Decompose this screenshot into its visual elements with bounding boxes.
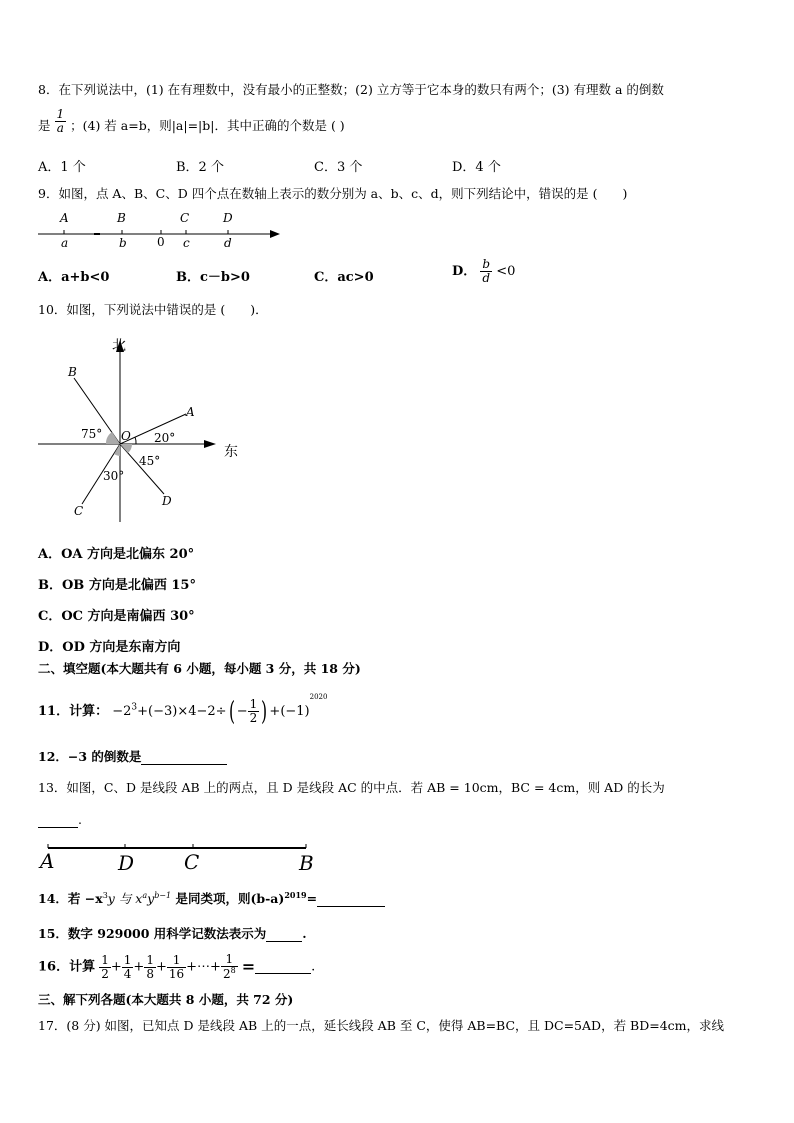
q16-prefix: 16．计算 xyxy=(38,959,96,975)
q14-prefix: 14．若 −x xyxy=(38,891,103,907)
q16-plus-1: + xyxy=(110,959,122,975)
q16-frac-2 xyxy=(122,954,134,981)
q8-line2-suffix: ；(4) 若 a=b，则|a|=|b|．其中正确的个数是 ( ) xyxy=(70,118,345,134)
q15 xyxy=(38,928,307,942)
q9-value-c: c xyxy=(183,236,190,247)
q16-equals: = xyxy=(241,957,256,977)
q16-frac-last-den xyxy=(221,967,238,981)
q14 xyxy=(38,891,385,907)
q10-option-b: B．OB 方向是北偏西 15° xyxy=(38,578,196,593)
q16-frac-last-exp: 8 xyxy=(230,966,236,976)
q9-optd-tail: <0 xyxy=(496,264,516,280)
q9-axis-arrow xyxy=(270,230,280,238)
q8-fraction xyxy=(55,108,67,135)
q8-frac-den: a xyxy=(56,121,64,136)
q14-mid1: y 与 x xyxy=(107,891,143,907)
q13-label-C: C xyxy=(184,850,200,874)
q16-dots: +⋯+ xyxy=(186,959,221,975)
q11-exp3: 3 xyxy=(131,702,138,713)
q9-option-d-label: D． xyxy=(452,264,477,280)
q10-label-B: B xyxy=(68,365,77,379)
q10-east-arrow xyxy=(204,440,216,448)
q8-line2 xyxy=(38,107,345,136)
q13-label-A: A xyxy=(40,849,55,873)
q10-angle-30 xyxy=(114,444,120,456)
q10-option-a: A．OA 方向是北偏东 20° xyxy=(38,547,195,562)
q16-frac-last-num: 1 xyxy=(221,953,238,967)
q11-frac-den: 2 xyxy=(249,711,258,725)
q10-label-O: O xyxy=(121,429,131,443)
q10-label-30: 30° xyxy=(103,469,125,483)
q10-option-d: D．OD 方向是东南方向 xyxy=(38,640,181,655)
q15-period: . xyxy=(302,926,307,941)
q9-option-d xyxy=(452,258,515,285)
q13-segment-diagram xyxy=(36,838,326,874)
q8-option-c: C．3 个 xyxy=(314,160,363,175)
q8-line2-prefix: 是 xyxy=(38,118,51,134)
q16-frac-3-num: 1 xyxy=(146,952,154,967)
q11-exp2020: 2020 xyxy=(309,693,328,701)
q14-exp4: 2019 xyxy=(284,890,307,900)
q10-angle-20 xyxy=(135,437,136,444)
q11-paren-right: ) xyxy=(261,696,268,727)
q17-text: 17．(8 分) 如图，已知点 D 是线段 AB 上的一点，延长线段 AB 至 C，使得 AB=BC，且 DC=5AD，若 BD=4cm，求线 xyxy=(38,1018,725,1033)
q14-exp3: b−1 xyxy=(154,891,172,900)
q11-expression xyxy=(38,694,327,725)
q16-frac-last-base: 2 xyxy=(222,967,231,982)
q9-option-a: A．a+b<0 xyxy=(38,270,110,285)
q14-suffix: 是同类项，则(b-a) xyxy=(171,891,285,907)
q16-period: . xyxy=(311,959,316,975)
q8-line1: 8．在下列说法中，(1) 在有理数中，没有最小的正整数；(2) 立方等于它本身的数只有两个；(3) 有理数 a 的倒数 xyxy=(38,82,664,97)
q11-term-a: −2 xyxy=(112,704,132,719)
q8-frac-num: 1 xyxy=(56,107,65,121)
q10-angle-75 xyxy=(106,432,120,444)
q13-label-D: D xyxy=(118,851,135,874)
q13-period: . xyxy=(78,812,82,827)
q8-option-a: A．1 个 xyxy=(38,160,86,175)
q10-label-east: 东 xyxy=(224,444,238,460)
q16-frac-1-den: 2 xyxy=(101,966,109,981)
q9-label-D: D xyxy=(223,211,233,225)
q11-term-b: +(−3)×4−2÷ xyxy=(137,704,227,719)
q16-frac-4 xyxy=(167,954,186,981)
q15-answer-blank[interactable] xyxy=(266,928,302,942)
q11-frac-num: 1 xyxy=(249,696,258,711)
q13-line1: 13．如图，C、D 是线段 AB 上的两点，且 D 是线段 AC 的中点．若 AB = 10cm，BC = 4cm，则 AD 的长为 xyxy=(38,780,665,795)
q9-stem: 9．如图，点 A、B、C、D 四个点在数轴上表示的数分别为 a、b、c、d，则下列结论中，错误的是 ( ) xyxy=(38,186,628,201)
q14-exp1: 3 xyxy=(102,891,108,900)
q9-label-A: A xyxy=(60,211,69,225)
q9-option-d-fraction xyxy=(480,258,492,285)
q9-value-b: b xyxy=(119,236,127,247)
q16-frac-3-den: 8 xyxy=(146,966,154,981)
q16-frac-4-den: 16 xyxy=(168,966,185,981)
q16-frac-2-den: 4 xyxy=(123,966,132,981)
q16-answer-blank[interactable] xyxy=(255,960,311,974)
q11-prefix: 11．计算： xyxy=(38,704,109,719)
q16-plus-2: + xyxy=(133,959,145,975)
q14-mid2: y xyxy=(147,891,155,907)
section-2-heading: 二、填空题(本大题共有 6 小题，每小题 3 分，共 18 分) xyxy=(38,661,361,676)
q10-label-20: 20° xyxy=(154,431,176,445)
q13-line2 xyxy=(38,814,82,828)
q10-label-C: C xyxy=(74,504,84,518)
q10-label-D: D xyxy=(162,494,172,508)
q9-value-zero: 0 xyxy=(157,235,165,247)
q9-value-d: d xyxy=(224,236,232,247)
q10-label-45: 45° xyxy=(139,454,161,468)
q11-paren-left: ( xyxy=(228,696,235,727)
q10-label-north: 北 xyxy=(112,338,126,354)
q10-ray-OD xyxy=(120,444,164,494)
q14-answer-blank[interactable] xyxy=(317,893,385,907)
q9-option-c: C．ac>0 xyxy=(314,270,374,285)
q11-term-c: +(−1) xyxy=(269,704,310,719)
q16-frac-1 xyxy=(99,954,111,981)
q16 xyxy=(38,953,315,981)
section-3-heading: 三、解下列各题(本大题共 8 小题，共 72 分) xyxy=(38,992,294,1007)
q11-fraction xyxy=(248,698,260,725)
q10-angle-45 xyxy=(120,444,132,453)
q9-value-a: a xyxy=(61,236,69,247)
q12-text: 12．−3 的倒数是 xyxy=(38,749,142,764)
q9-optd-den: d xyxy=(482,271,491,286)
q10-option-c: C．OC 方向是南偏西 30° xyxy=(38,609,195,624)
q14-exp2: a xyxy=(142,891,148,900)
q16-frac-1-num: 1 xyxy=(101,952,109,967)
q16-frac-4-num: 1 xyxy=(167,954,186,968)
q10-direction-diagram xyxy=(36,332,256,532)
q8-option-d: D．4 个 xyxy=(452,160,501,175)
q13-label-B: B xyxy=(299,851,314,874)
q12 xyxy=(38,751,227,765)
q16-frac-3 xyxy=(144,954,156,981)
q8-option-b: B．2 个 xyxy=(176,160,224,175)
q16-frac-2-num: 1 xyxy=(123,952,132,967)
q10-stem: 10．如图，下列说法中错误的是 ( )． xyxy=(38,302,268,317)
q10-label-A: A xyxy=(186,405,195,419)
q9-option-b: B．c－b>0 xyxy=(176,270,250,285)
q16-frac-last xyxy=(221,953,238,981)
q9-label-B: B xyxy=(117,211,126,225)
q9-label-C: C xyxy=(180,211,190,225)
q9-number-line xyxy=(36,207,296,247)
q14-tail: = xyxy=(306,891,318,907)
q10-label-75: 75° xyxy=(81,427,103,441)
q9-optd-num: b xyxy=(482,257,491,271)
q15-text: 15．数字 929000 用科学记数法表示为 xyxy=(38,926,267,941)
q16-plus-3: + xyxy=(155,959,167,975)
q13-answer-blank[interactable] xyxy=(38,814,78,828)
q12-answer-blank[interactable] xyxy=(141,751,227,765)
q11-frac-sign: − xyxy=(236,704,248,719)
